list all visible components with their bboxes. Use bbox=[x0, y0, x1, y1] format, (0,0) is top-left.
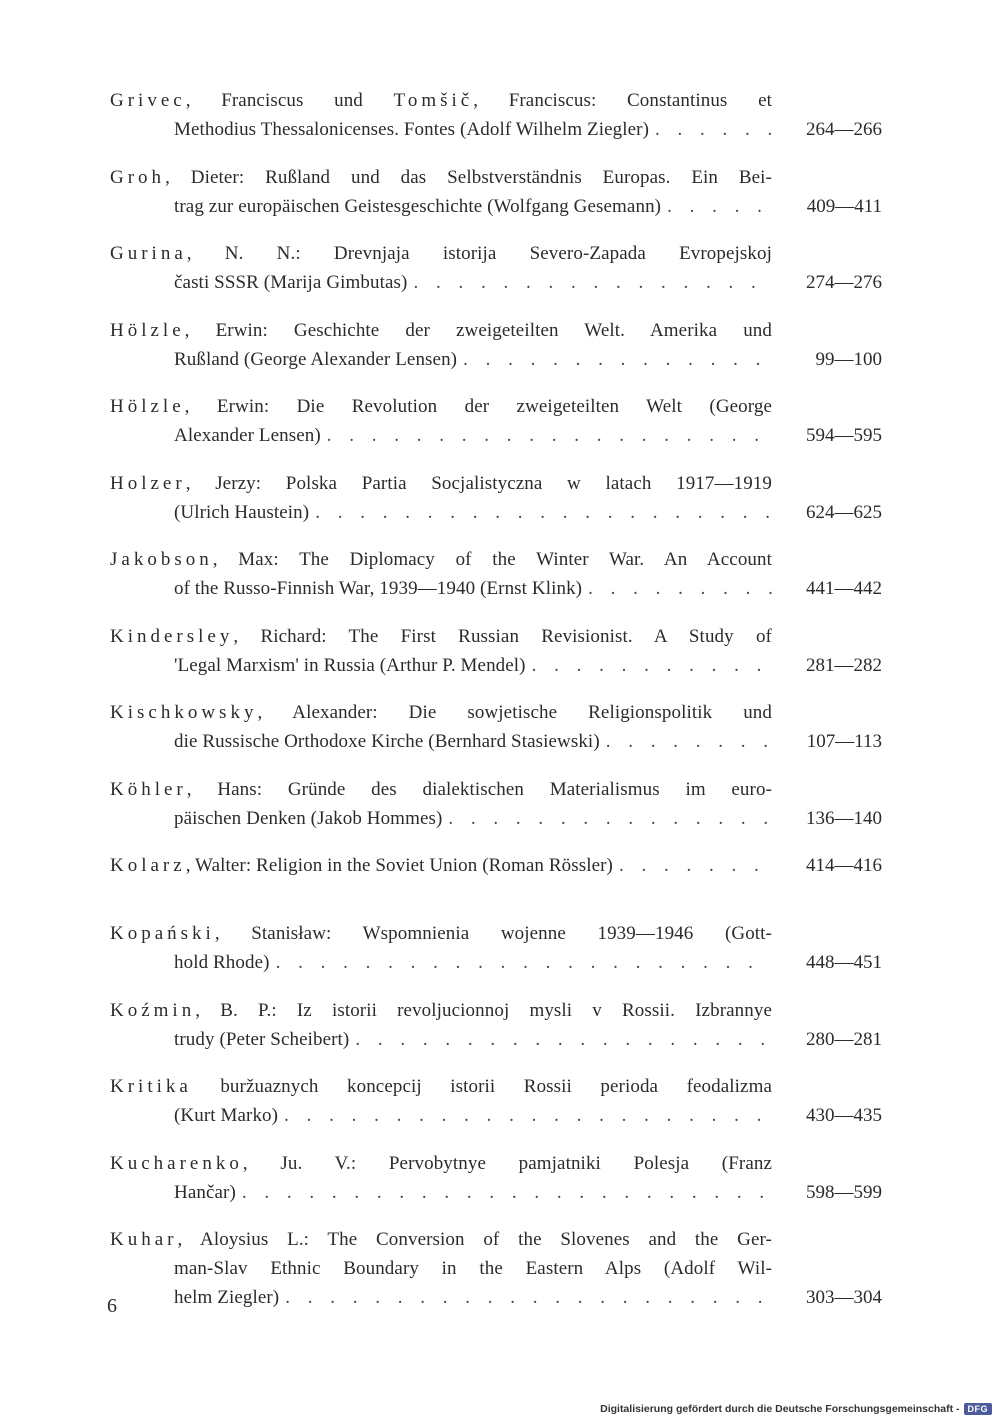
entry-first-line bbox=[110, 239, 772, 268]
entry-author: Holzer bbox=[110, 472, 186, 494]
bibliography-entry bbox=[110, 851, 882, 919]
entry-author: Kritika bbox=[110, 1076, 192, 1097]
entry-continuation-line bbox=[174, 574, 772, 603]
entry-text: , Hans: Gründe des dialektischen Materialismus im euro- bbox=[186, 778, 772, 800]
entry-text: , N. N.: Drevnjaja istorija Severo-Zapada Evropejskoj bbox=[186, 243, 772, 264]
entry-text: Hančar) bbox=[174, 1181, 236, 1203]
entry-text: , Erwin: Geschichte der zweigeteilten Welt. Amerika und bbox=[184, 319, 772, 341]
bibliography-entry bbox=[110, 469, 882, 546]
entry-continuation-line bbox=[174, 948, 772, 977]
entry-text: , Stanisław: Wspomnienia wojenne 1939—1946 (Gott- bbox=[214, 923, 772, 944]
entry-continuation-line bbox=[174, 1101, 772, 1130]
entry-text: , Franciscus und bbox=[185, 90, 394, 111]
footer-text: Digitalisierung gefördert durch die Deutsche Forschungsgemeinschaft - bbox=[600, 1403, 960, 1415]
entry-pages: 281—282 bbox=[806, 654, 882, 676]
leader-dots bbox=[407, 268, 772, 297]
entry-pages: 441—442 bbox=[806, 578, 882, 599]
entry-text: man-Slav Ethnic Boundary in the Eastern Alps (Adolf Wil- bbox=[174, 1258, 772, 1279]
entry-pages: 624—625 bbox=[806, 501, 882, 523]
entry-author: Koźmin bbox=[110, 999, 196, 1021]
entry-author: Hölzle bbox=[110, 319, 185, 341]
entry-text: (Kurt Marko) bbox=[174, 1105, 279, 1126]
leader-dots bbox=[661, 192, 772, 221]
entry-author: Jakobson bbox=[110, 549, 213, 570]
entry-text: časti SSSR (Marija Gimbutas) bbox=[174, 272, 408, 293]
entry-text: Alexander Lensen) bbox=[174, 425, 321, 446]
entry-text: , Alexander: Die sowjetische Religionspolitik und bbox=[257, 702, 772, 723]
entry-continuation-line bbox=[174, 1025, 772, 1054]
leader-dots bbox=[526, 651, 772, 680]
entry-author: Kolarz bbox=[110, 855, 186, 876]
entry-continuation-line bbox=[174, 727, 772, 756]
leader-dots bbox=[321, 421, 772, 450]
leader-dots bbox=[236, 1178, 772, 1207]
entry-text: , Max: The Diplomacy of the Winter War. An Account bbox=[212, 549, 772, 570]
entry-text: (Ulrich Haustein) bbox=[174, 501, 310, 523]
leader-dots bbox=[600, 727, 772, 756]
leader-dots bbox=[279, 1283, 772, 1312]
leader-dots bbox=[457, 345, 772, 374]
entry-first-line bbox=[110, 851, 772, 880]
entry-continuation-line bbox=[174, 1254, 772, 1283]
entry-pages: 303—304 bbox=[806, 1287, 882, 1308]
entry-first-line bbox=[110, 919, 772, 948]
entry-text: , Aloysius L.: The Conversion of the Slovenes and the Ger- bbox=[177, 1229, 772, 1250]
entry-continuation-line bbox=[174, 268, 772, 297]
entry-text: , Dieter: Rußland und das Selbstverständnis Europas. Ein Bei- bbox=[165, 166, 772, 188]
entry-first-line bbox=[110, 698, 772, 727]
entry-first-line bbox=[110, 86, 772, 115]
leader-dots bbox=[613, 851, 772, 880]
bibliography-entry bbox=[110, 919, 882, 996]
entry-first-line bbox=[110, 775, 772, 804]
entry-text: trag zur europäischen Geistesgeschichte (Wolfgang Gesemann) bbox=[174, 195, 662, 217]
dfg-logo: DFG bbox=[964, 1403, 993, 1415]
bibliography-entry bbox=[110, 316, 882, 393]
entry-pages: 448—451 bbox=[806, 952, 882, 973]
leader-dots bbox=[649, 115, 772, 144]
entry-first-line bbox=[110, 1149, 772, 1178]
entry-text: , Ju. V.: Pervobytnye pamjatniki Polesja (Franz bbox=[242, 1152, 772, 1174]
entry-pages: 280—281 bbox=[806, 1028, 882, 1050]
entry-first-line bbox=[110, 996, 772, 1025]
entry-first-line bbox=[110, 622, 772, 651]
bibliography-entry bbox=[110, 86, 882, 163]
entry-author: Groh bbox=[110, 166, 166, 188]
entry-continuation-line bbox=[174, 651, 772, 680]
bibliography-entry bbox=[110, 239, 882, 316]
bibliography-entry bbox=[110, 1072, 882, 1149]
bibliography-list bbox=[110, 86, 882, 1335]
entry-continuation-line bbox=[174, 421, 772, 450]
entry-continuation-line bbox=[174, 1283, 772, 1312]
entry-pages: 594—595 bbox=[806, 425, 882, 446]
entry-text: hold Rhode) bbox=[174, 952, 270, 973]
entry-author: Kopański bbox=[110, 923, 215, 944]
entry-author: Kuhar bbox=[110, 1229, 178, 1250]
entry-continuation-line bbox=[174, 345, 772, 374]
entry-pages: 107—113 bbox=[806, 731, 882, 752]
entry-first-line bbox=[110, 163, 772, 192]
entry-text: , Richard: The First Russian Revisionist. A Study of bbox=[233, 625, 772, 647]
entry-text: , Walter: Religion in the Soviet Union (Roman Rössler) bbox=[185, 855, 613, 876]
entry-first-line bbox=[110, 469, 772, 498]
entry-first-line bbox=[110, 1225, 772, 1254]
entry-text: helm Ziegler) bbox=[174, 1287, 280, 1308]
entry-author: Köhler bbox=[110, 778, 187, 800]
entry-pages: 430—435 bbox=[806, 1105, 882, 1126]
entry-text: päischen Denken (Jakob Hommes) bbox=[174, 807, 443, 829]
bibliography-entry bbox=[110, 1149, 882, 1226]
bibliography-entry bbox=[110, 996, 882, 1073]
entry-text: Methodius Thessalonicenses. Fontes (Adolf Wilhelm Ziegler) bbox=[174, 119, 650, 140]
entry-continuation-line bbox=[174, 804, 772, 833]
entry-first-line bbox=[110, 316, 772, 345]
entry-continuation-line bbox=[174, 1178, 772, 1207]
entry-text: , Erwin: Die Revolution der zweigeteilten Welt (George bbox=[184, 396, 772, 417]
bibliography-entry bbox=[110, 698, 882, 775]
bibliography-entry bbox=[110, 163, 882, 240]
entry-author: Kucharenko bbox=[110, 1152, 243, 1174]
bibliography-entry bbox=[110, 545, 882, 622]
entry-text: , Franciscus: Constantinus et bbox=[473, 90, 772, 111]
entry-first-line bbox=[110, 545, 772, 574]
entry-text: , B. P.: Iz istorii revoljucionnoj mysli v Rossii. Izbrannye bbox=[195, 999, 772, 1021]
leader-dots bbox=[309, 498, 772, 527]
entry-pages: 264—266 bbox=[806, 119, 882, 140]
entry-text: Rußland (George Alexander Lensen) bbox=[174, 348, 458, 370]
entry-pages: 136—140 bbox=[806, 807, 882, 829]
leader-dots bbox=[270, 948, 772, 977]
entry-author: Kischkowsky bbox=[110, 702, 258, 723]
leader-dots bbox=[582, 574, 772, 603]
entry-continuation-line bbox=[174, 115, 772, 144]
entry-text: , Jerzy: Polska Partia Socjalistyczna w latach 1917—1919 bbox=[185, 472, 772, 494]
entry-pages: 598—599 bbox=[806, 1181, 882, 1203]
entry-pages: 274—276 bbox=[806, 272, 882, 293]
entry-continuation-line bbox=[174, 498, 772, 527]
bibliography-entry bbox=[110, 392, 882, 469]
entry-continuation-line bbox=[174, 192, 772, 221]
entry-text: buržuaznych koncepcij istorii Rossii perioda feodalizma bbox=[191, 1076, 772, 1097]
entry-author: Hölzle bbox=[110, 396, 185, 417]
footer-credit bbox=[600, 1403, 992, 1415]
entry-first-line bbox=[110, 392, 772, 421]
bibliography-entry bbox=[110, 622, 882, 699]
entry-pages: 99—100 bbox=[815, 348, 882, 370]
entry-author: Grivec bbox=[110, 90, 186, 111]
entry-author: Gurina bbox=[110, 243, 187, 264]
entry-first-line bbox=[110, 1072, 772, 1101]
entry-text: of the Russo-Finnish War, 1939—1940 (Ernst Klink) bbox=[174, 578, 583, 599]
bibliography-entry bbox=[110, 1225, 882, 1335]
entry-text: trudy (Peter Scheibert) bbox=[174, 1028, 350, 1050]
leader-dots bbox=[278, 1101, 772, 1130]
entry-pages: 409—411 bbox=[806, 195, 882, 217]
bibliography-entry bbox=[110, 775, 882, 852]
entry-author: Tomšič bbox=[393, 90, 474, 111]
entry-text: die Russische Orthodoxe Kirche (Bernhard Stasiewski) bbox=[174, 731, 600, 752]
leader-dots bbox=[442, 804, 772, 833]
entry-pages: 414—416 bbox=[806, 855, 882, 876]
entry-author: Kindersley bbox=[110, 625, 234, 647]
page-number: 6 bbox=[107, 1295, 117, 1317]
leader-dots bbox=[349, 1025, 772, 1054]
entry-text: 'Legal Marxism' in Russia (Arthur P. Mendel) bbox=[174, 654, 526, 676]
